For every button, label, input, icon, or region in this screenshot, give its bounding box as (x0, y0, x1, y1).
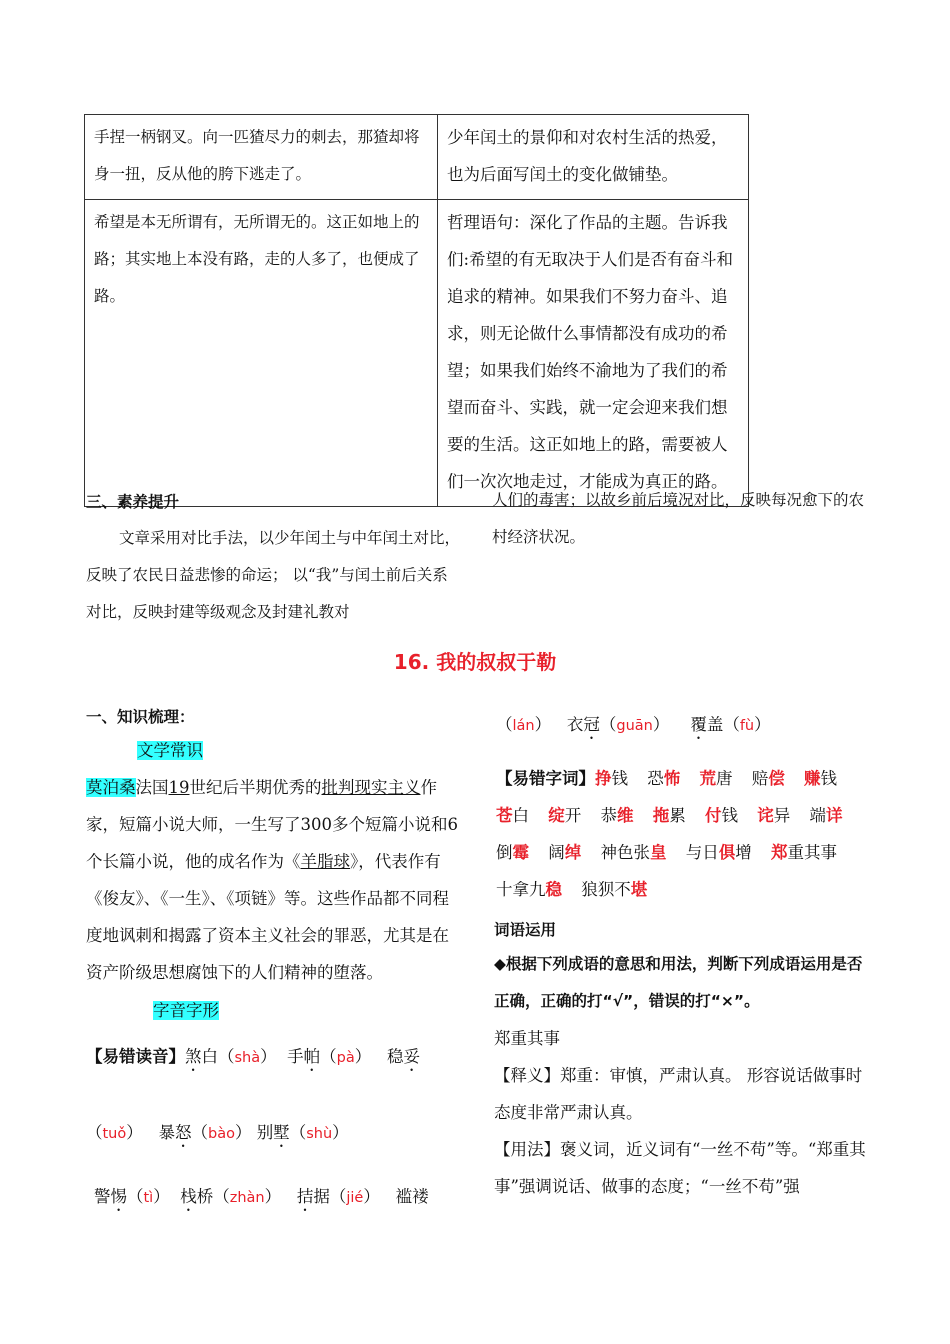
error-prone-word: 倒霉 (496, 843, 529, 862)
knowledge-heading: 一、知识梳理： (86, 708, 195, 726)
section3-paragraph-right: 人们的毒害；以故乡前后境况对比，反映每况愈下的农村经济状况。 (492, 491, 865, 546)
section3-paragraph-left: 文章采用对比手法，以少年闰土与中年闰土对比，反映了农民日益悲惨的命运； 以“我”与闰土前后关系对比，反映封建等级观念及封建礼教对 (86, 529, 461, 621)
table-cell-analysis: 哲理语句：深化了作品的主题。告诉我们:希望的有无取决于人们是否有奋斗和追求的精神。如果我们不努力奋斗、追求，则无论做什么事情都没有成功的希望；如果我们始终不渝地为了我们的希望而奋斗、实践，就一定会迎来我们想要的生活。这正如地上的路，需要被人们一次次地走过，才能成为真正的路。 (438, 200, 749, 507)
table-row (85, 200, 749, 507)
analysis-table (84, 114, 749, 507)
error-prone-word: 恭维 (600, 806, 634, 825)
error-prone-word: 狼狈不堪 (581, 880, 648, 899)
error-prone-word: 拖累 (652, 806, 686, 825)
table-row (85, 115, 749, 200)
error-prone-word: 诧异 (757, 806, 791, 825)
usage-instruction: ◆根据下列成语的意思和用法，判断下列成语运用是否正确，正确的打“√”，错误的打“×”。 (494, 955, 863, 1010)
usage-heading: 词语运用 (494, 921, 557, 939)
pronunciation-line-3: 警惕（tì） 栈桥（zhàn） 拮据（jié） 褴褛 (94, 1187, 429, 1206)
table-cell-quote: 手捏一柄钢叉。向一匹猹尽力的刺去，那猹却将身一扭，反从他的胯下逃走了。 (85, 115, 438, 200)
error-prone-word: 十拿九稳 (496, 880, 562, 899)
pronunciation-line-1: 【易错读音】煞白（shà） 手帕（pà） 稳妥 (86, 1047, 420, 1066)
pronunciation-label: 字音字形 (153, 1001, 219, 1020)
pronunciation-line-2: （tuǒ） 暴怒（bào） 别墅（shù） (86, 1123, 349, 1142)
section-heading-literacy: 三、素养提升 (86, 493, 180, 511)
idiom-meaning: 【释义】郑重：审慎，严肃认真。 形容说话做事时态度非常严肃认真。 (494, 1066, 863, 1122)
error-prone-word: 阔绰 (548, 843, 582, 862)
error-prone-word: 付钱 (705, 806, 738, 825)
error-prone-word: 郑重其事 (771, 843, 837, 862)
error-prone-word: 赚钱 (804, 769, 837, 788)
error-prone-word: 恐怖 (647, 769, 681, 788)
error-prone-word: 苍白 (496, 806, 529, 825)
error-prone-word: 赔偿 (751, 769, 785, 788)
error-prone-word: 与日俱增 (685, 843, 752, 862)
error-prone-word: 荒唐 (699, 769, 733, 788)
author-name: 莫泊桑 (86, 778, 136, 797)
table-cell-analysis: 少年闰土的景仰和对农村生活的热爱，也为后面写闰土的变化做铺垫。 (438, 115, 749, 200)
idiom-usage: 【用法】褒义词，近义词有“一丝不苟”等。“郑重其事”强调说话、做事的态度；“一丝不苟”强 (494, 1140, 866, 1196)
error-prone-word: 挣钱 (595, 769, 628, 788)
table-cell-quote: 希望是本无所谓有，无所谓无的。这正如地上的路；其实地上本没有路，走的人多了，也便成了路。 (85, 200, 438, 507)
pronunciation-continued: （lán） 衣冠（guān） 覆盖（fù） (496, 715, 771, 734)
lesson-title: 16. 我的叔叔于勒 (393, 650, 557, 674)
idiom-term: 郑重其事 (494, 1029, 560, 1048)
error-prone-word: 端详 (809, 806, 843, 825)
error-prone-word: 神色张皇 (600, 843, 667, 862)
error-prone-words: 【易错字词】挣钱 恐怖 荒唐 赔偿 赚钱 苍白 绽开 恭维 拖累 付钱 诧异 端详 倒霉 阔绰 神色张皇 与日俱增 郑重其事 十拿九稳 狼狈不堪 (496, 769, 843, 899)
literature-label: 文学常识 (137, 741, 203, 760)
error-prone-word: 绽开 (548, 806, 582, 825)
author-bio: 莫泊桑法国19世纪后半期优秀的批判现实主义作家，短篇小说大师，一生写了300多个短篇小说和6个长篇小说，他的成名作为《羊脂球》，代表作有《俊友》、《一生》、《项链》等。这些作品都不同程度地讽刺和揭露了资本主义社会的罪恶，尤其是在资产阶级思想腐蚀下的人们精神的堕落。 (86, 778, 458, 982)
